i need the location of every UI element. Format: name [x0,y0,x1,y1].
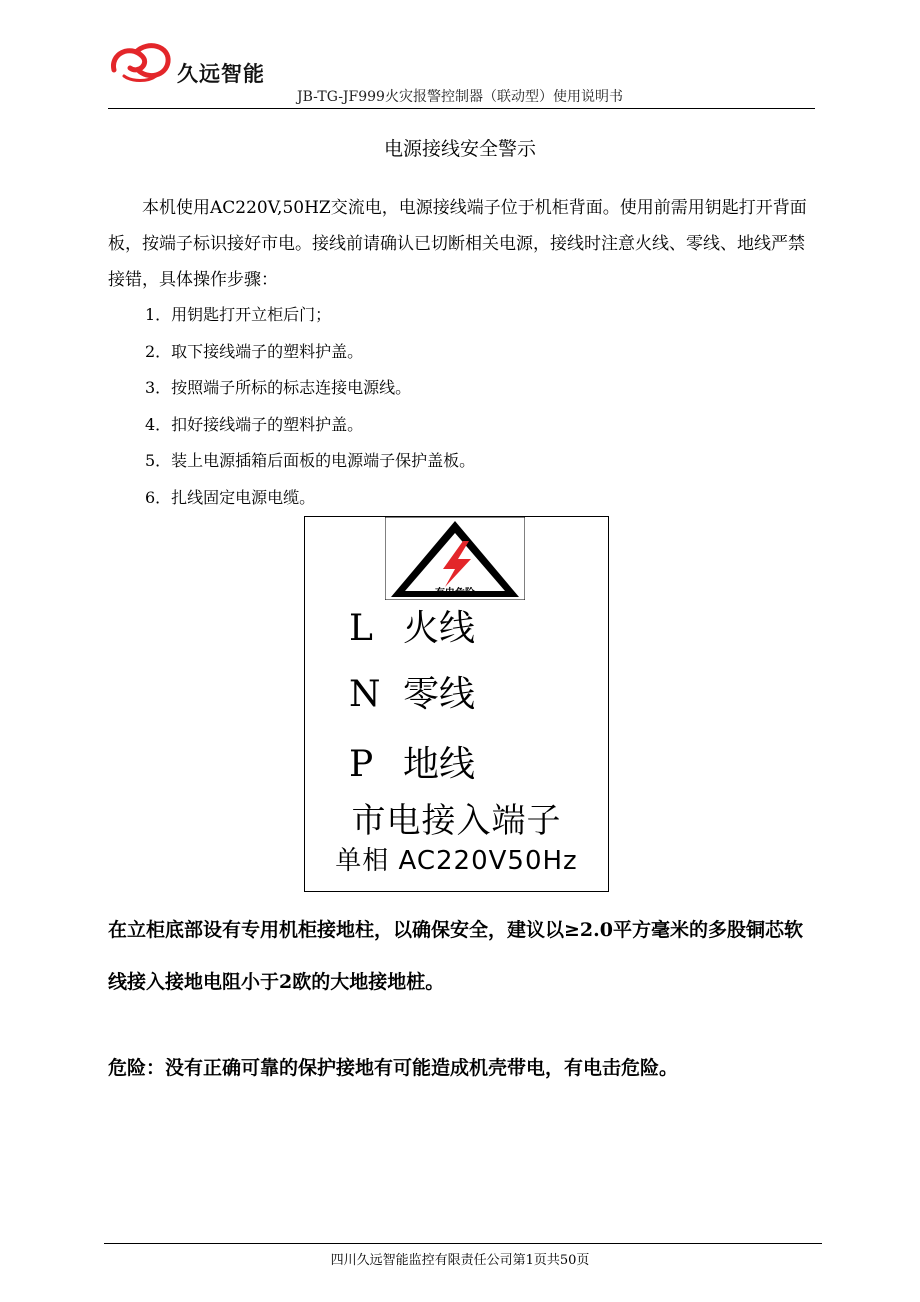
high-voltage-warning-icon [385,517,525,600]
steps-list [145,297,475,516]
terminal-code: N [349,674,381,715]
grounding-note: 在立柜底部设有专用机柜接地柱，以确保安全，建议以≥2.0平方毫米的多股铜芯软线接入接地电阻小于2欧的大地接地桩。 [108,919,803,993]
intro-paragraph: 本机使用AC220V,50HZ交流电，电源接线端子位于机柜背面。使用前需用钥匙打开背面板，按端子标识接好市电。接线前请确认已切断相关电源，接线时注意火线、零线、地线严禁接错，具体操作步骤： [108,198,807,290]
terminal-name: 地线 [403,744,476,785]
terminal-line [349,609,475,649]
brand-logo-icon [108,40,178,84]
terminal-code: P [349,744,374,785]
header-divider [108,108,815,109]
brand-name: 久远智能 [177,62,265,86]
warning-text: 有电危险 [435,588,475,599]
page-footer: 四川久远智能监控有限责任公司第1页共50页 [330,1253,590,1268]
terminal-code: L [349,608,373,649]
danger-warning: 危险：没有正确可靠的保护接地有可能造成机壳带电，有电击危险。 [108,1057,679,1079]
terminal-name: 火线 [403,608,476,649]
step-item: 2．取下接线端子的塑料护盖。 [145,341,364,361]
step-item: 4．扣好接线端子的塑料护盖。 [145,414,364,434]
terminal-name: 零线 [403,674,476,715]
step-item: 6．扎线固定电源电缆。 [145,487,316,507]
step-item: 5．装上电源插箱后面板的电源端子保护盖板。 [145,451,476,470]
mains-spec-label: 单相 AC220V50Hz [335,846,578,876]
terminal-neutral [349,675,475,715]
terminal-label-figure [304,516,609,892]
step-item: 3．按照端子所标的标志连接电源线。 [145,378,412,397]
terminal-ground [349,745,475,785]
step-item: 1．用钥匙打开立柜后门； [145,305,332,324]
section-title: 电源接线安全警示 [383,138,536,160]
document-title: JB-TG-JF999火灾报警控制器（联动型）使用说明书 [297,89,623,105]
mains-terminal-label: 市电接入端子 [351,801,562,841]
footer-divider [104,1243,822,1244]
